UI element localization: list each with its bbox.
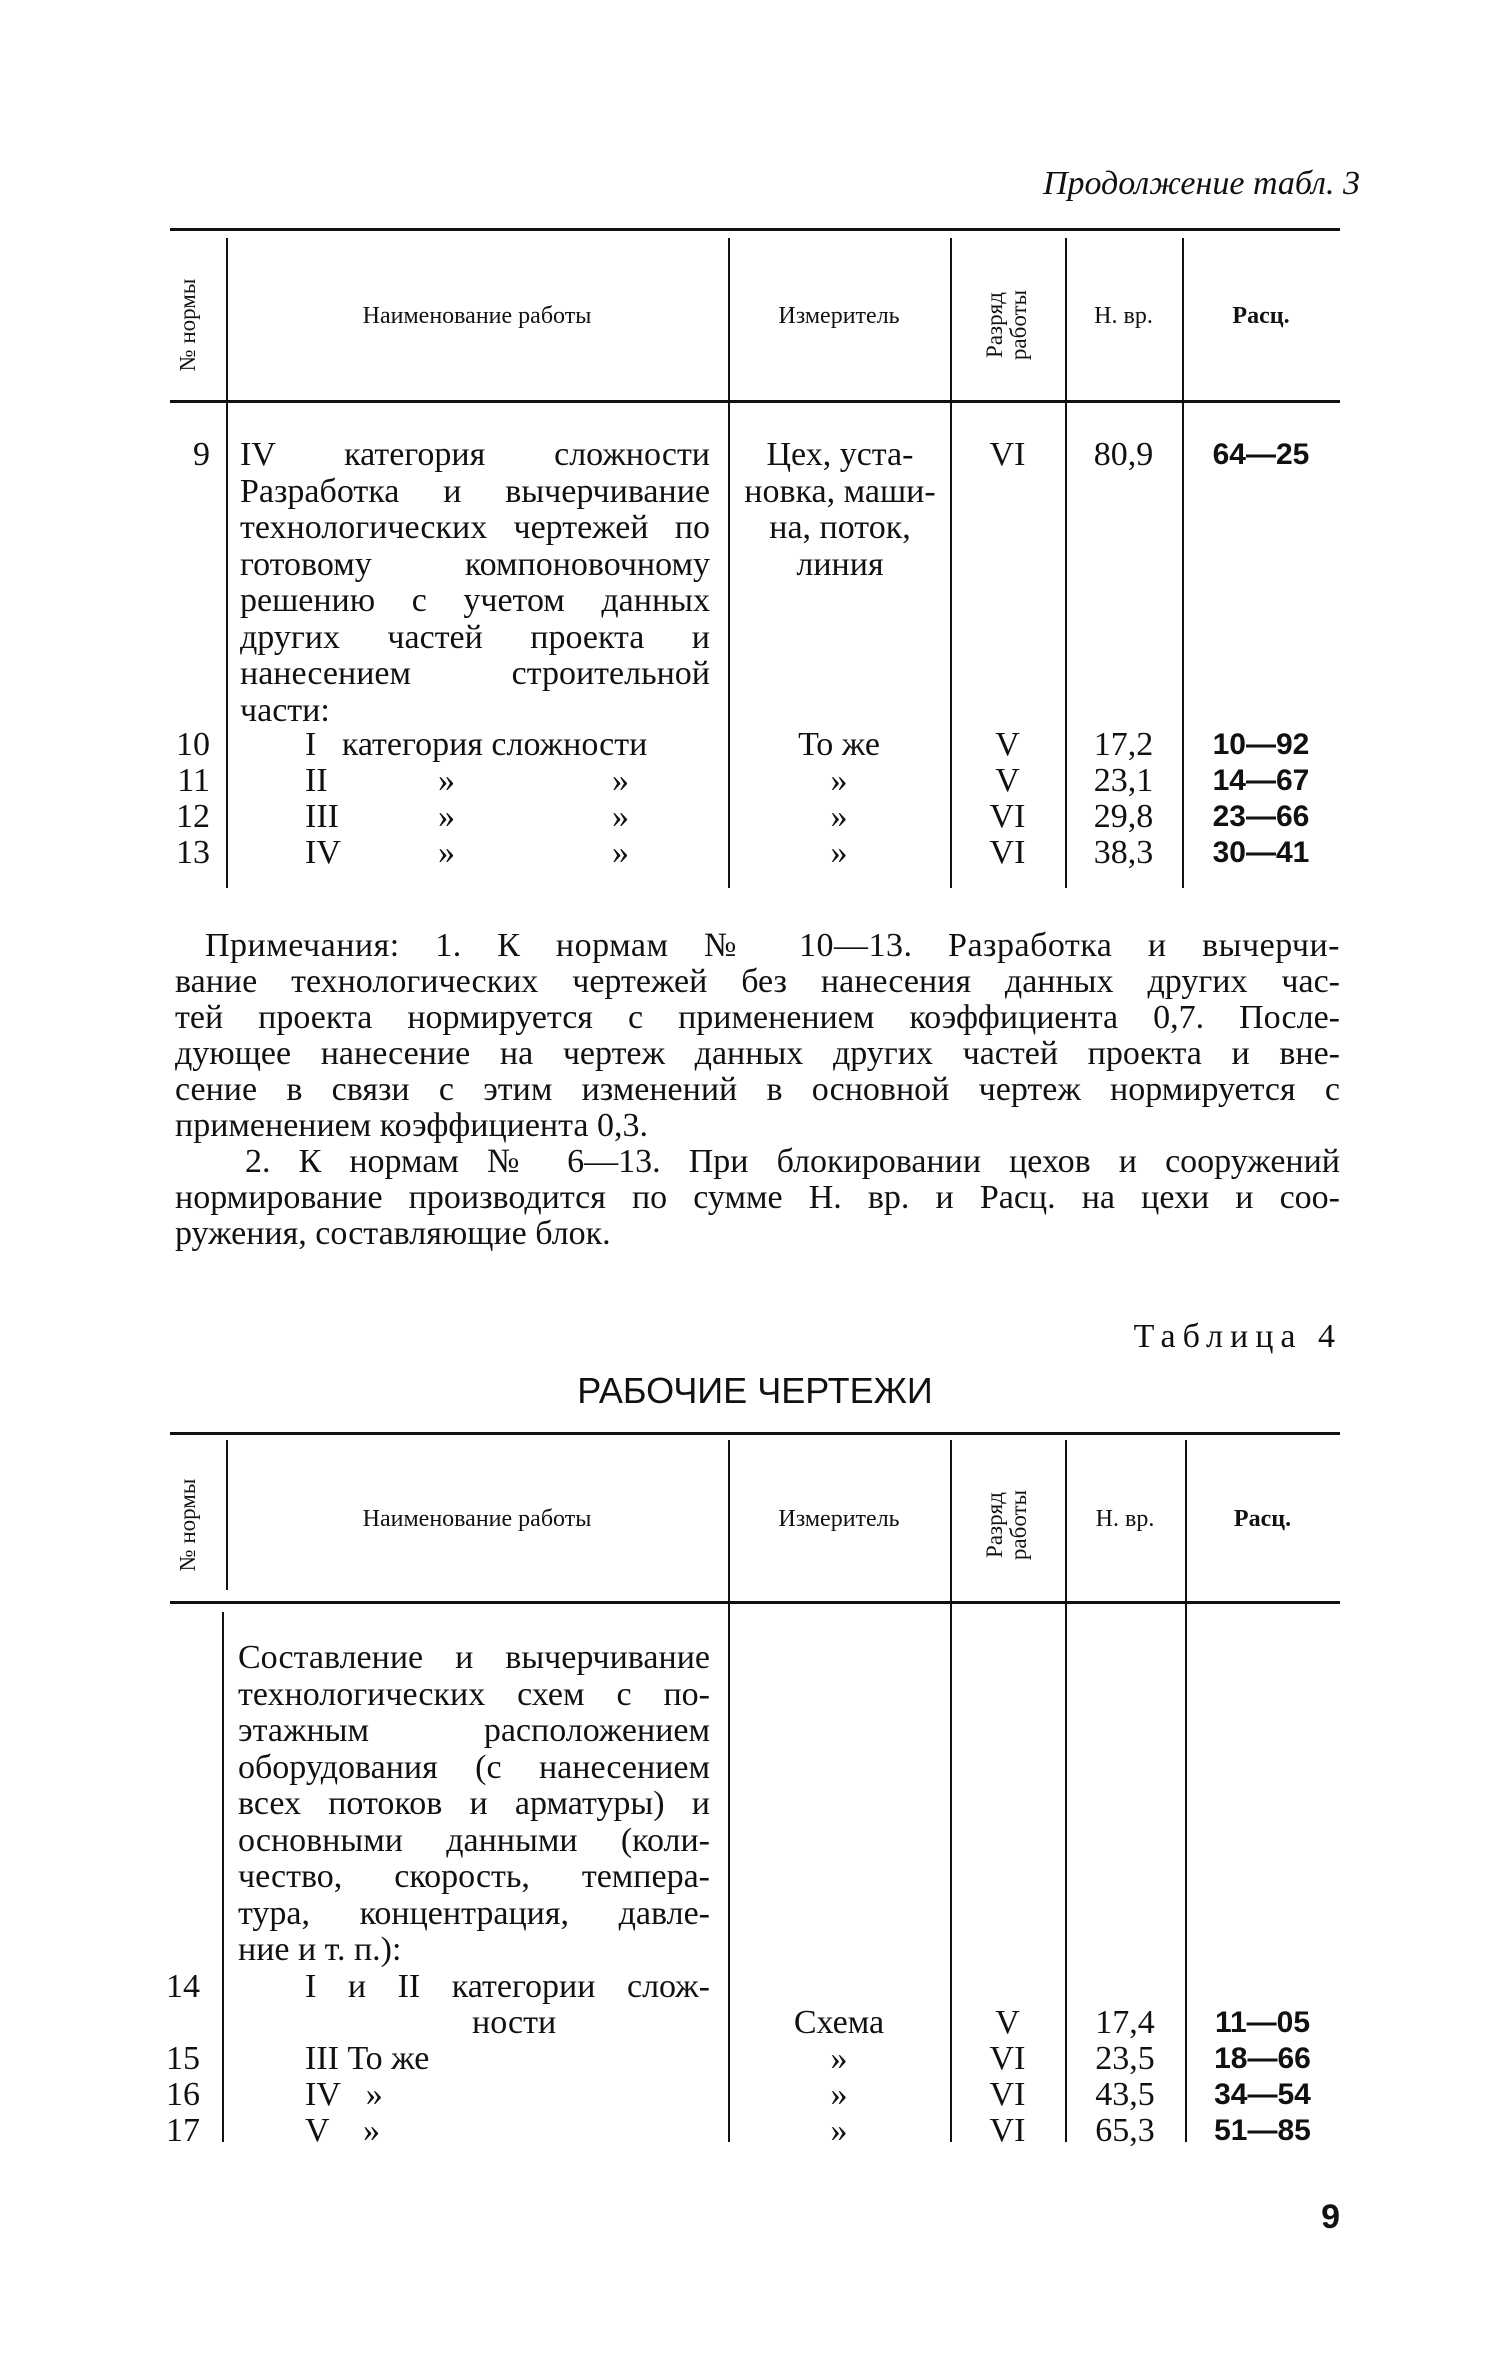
price: 64—25 [1212, 438, 1310, 471]
price: 11—05 [1214, 2006, 1311, 2039]
ditto-mark: » [612, 834, 629, 871]
table-4-top-rule [170, 1432, 1340, 1435]
note-line: 2. К нормам № 6—13. При блокировании цехов и сооружений [245, 1143, 1340, 1180]
header-norm-number: № нормы [175, 1478, 200, 1572]
time-norm: 23,1 [1093, 762, 1154, 799]
header-norm-number: № нормы [175, 278, 200, 372]
time-norm: 38,3 [1093, 834, 1154, 871]
note-line: сение в связи с этим изменений в основной чертеж нормируется с [175, 1071, 1340, 1108]
table-3-top-rule [170, 228, 1340, 231]
work-name-line: технологических чертежей по [240, 509, 710, 546]
work-name: III То же [305, 2040, 430, 2077]
price: 23—66 [1212, 800, 1310, 833]
norm-number: 12 [176, 798, 210, 835]
note-line: ружения, составляющие блок. [175, 1215, 611, 1252]
work-grade: VI [989, 2112, 1026, 2149]
work-name-line: готовому компоновочному [240, 545, 710, 583]
ditto-mark: » [438, 798, 455, 835]
work-name-line: ности [472, 2004, 557, 2041]
unit-line: Цех, уста- [766, 436, 914, 473]
work-name-line: этажным расположением [238, 1712, 710, 1749]
ditto-mark: » [438, 762, 455, 799]
norm-number: 15 [166, 2040, 200, 2077]
header-unit: Измеритель [778, 1506, 900, 1532]
price: 10—92 [1212, 728, 1310, 761]
work-name-category: III [305, 798, 339, 835]
page-number: 9 [1321, 2198, 1340, 2236]
time-norm: 23,5 [1095, 2040, 1155, 2077]
unit: Схема [793, 2004, 885, 2041]
table-4-header-rule [170, 1601, 1340, 1604]
time-norm: 65,3 [1095, 2112, 1155, 2149]
work-name-line: оборудования (с нанесением [238, 1748, 710, 1786]
table-4-col-divider [222, 1612, 224, 2142]
price: 18—66 [1214, 2042, 1311, 2075]
ditto-mark: » [612, 798, 629, 835]
work-name-line: чество, скорость, темпера- [238, 1858, 710, 1895]
header-unit: Измеритель [778, 303, 900, 329]
work-name-line: решению с учетом данных [240, 582, 710, 619]
time-norm: 17,2 [1093, 726, 1154, 763]
unit: » [830, 2076, 848, 2113]
ditto-mark: » [612, 762, 629, 799]
work-name [240, 437, 710, 729]
work-name-line: тура, концентрация, давле- [238, 1894, 710, 1932]
table-3-header-rule [170, 400, 1340, 403]
work-name-line: технологических схем с по- [238, 1675, 710, 1713]
header-work-name: Наименование работы [362, 303, 592, 329]
work-grade: V [995, 762, 1020, 799]
ditto-mark: » [438, 834, 455, 871]
work-name: V » [305, 2112, 380, 2149]
unit [734, 437, 946, 583]
work-name: IV » [305, 2076, 383, 2113]
norm-number: 9 [193, 436, 210, 473]
norm-number: 14 [166, 1968, 200, 2005]
work-name-line: других частей проекта и [240, 618, 710, 656]
header-time-norm: Н. вр. [1094, 303, 1153, 329]
work-grade: VI [989, 2076, 1026, 2113]
header-grade: Разряд работы [982, 1489, 1031, 1561]
work-name-category: IV [305, 834, 341, 871]
work-grade: V [995, 2004, 1020, 2041]
header-grade: Разряд работы [982, 289, 1031, 361]
header-price: Расц. [1232, 303, 1290, 329]
unit: » [830, 834, 848, 871]
work-name-line: всех потоков и арматуры) и [238, 1785, 710, 1822]
work-grade: VI [989, 798, 1026, 835]
work-name-line: основными данными (коли- [238, 1821, 710, 1859]
price: 34—54 [1214, 2078, 1311, 2111]
table-4-title: РАБОЧИЕ ЧЕРТЕЖИ [577, 1370, 933, 1411]
price: 14—67 [1212, 764, 1310, 797]
work-grade: VI [989, 436, 1026, 473]
unit: » [830, 762, 848, 799]
work-grade: V [995, 726, 1020, 763]
note-line: Примечания: 1. К нормам № 10—13. Разработка и вычерчи- [205, 927, 1340, 964]
continuation-label: Продолжение табл. 3 [1042, 165, 1360, 202]
notes [175, 928, 1340, 1252]
note-line: применением коэффициента 0,3. [175, 1107, 648, 1144]
work-name-line: части: [240, 691, 330, 729]
time-norm: 80,9 [1093, 436, 1154, 473]
unit: То же [798, 726, 880, 763]
work-name-line: Составление и вычерчивание [238, 1639, 710, 1676]
time-norm: 43,5 [1095, 2076, 1155, 2113]
work-name-category: II [305, 762, 328, 799]
note-line: нормирование производится по сумме Н. вр. и Расц. на цехи и соо- [175, 1179, 1340, 1216]
work-grade: VI [989, 2040, 1026, 2077]
work-grade: VI [989, 834, 1026, 871]
unit-line: линия [796, 545, 884, 583]
work-name-line: нанесением строительной [240, 655, 710, 692]
work-name-line: ние и т. п.): [238, 1931, 402, 1968]
table-3-col-divider [226, 238, 228, 888]
time-norm: 17,4 [1095, 2004, 1155, 2041]
norm-number: 10 [176, 726, 210, 763]
price: 51—85 [1214, 2114, 1311, 2147]
note-line: вание технологических чертежей без нанесения данных других час- [175, 963, 1340, 1000]
unit-line: на, поток, [769, 509, 911, 546]
work-name-line: IV категория сложности [240, 436, 710, 473]
work-group-description [238, 1640, 710, 1969]
work-name-line: Разработка и вычерчивание [240, 472, 710, 510]
norm-number: 11 [177, 762, 210, 799]
unit: » [830, 798, 848, 835]
norm-number: 13 [176, 834, 210, 871]
time-norm: 29,8 [1093, 798, 1154, 835]
unit: » [830, 2112, 848, 2149]
unit-line: новка, маши- [744, 472, 936, 510]
header-work-name: Наименование работы [362, 1506, 592, 1532]
header-price: Расц. [1233, 1506, 1292, 1532]
norm-number: 17 [166, 2112, 200, 2149]
table-4-label: Таблица 4 [1133, 1318, 1342, 1355]
work-name-line: I и II категории слож- [305, 1968, 710, 2005]
note-line: дующее нанесение на чертеж данных других частей проекта и вне- [175, 1035, 1340, 1072]
work-name: I категория сложности [305, 726, 648, 763]
norm-number: 16 [166, 2076, 200, 2113]
unit: » [830, 2040, 848, 2077]
header-time-norm: Н. вр. [1095, 1506, 1155, 1532]
price: 30—41 [1212, 836, 1310, 869]
note-line: тей проекта нормируется с применением коэффициента 0,7. После- [175, 999, 1340, 1036]
